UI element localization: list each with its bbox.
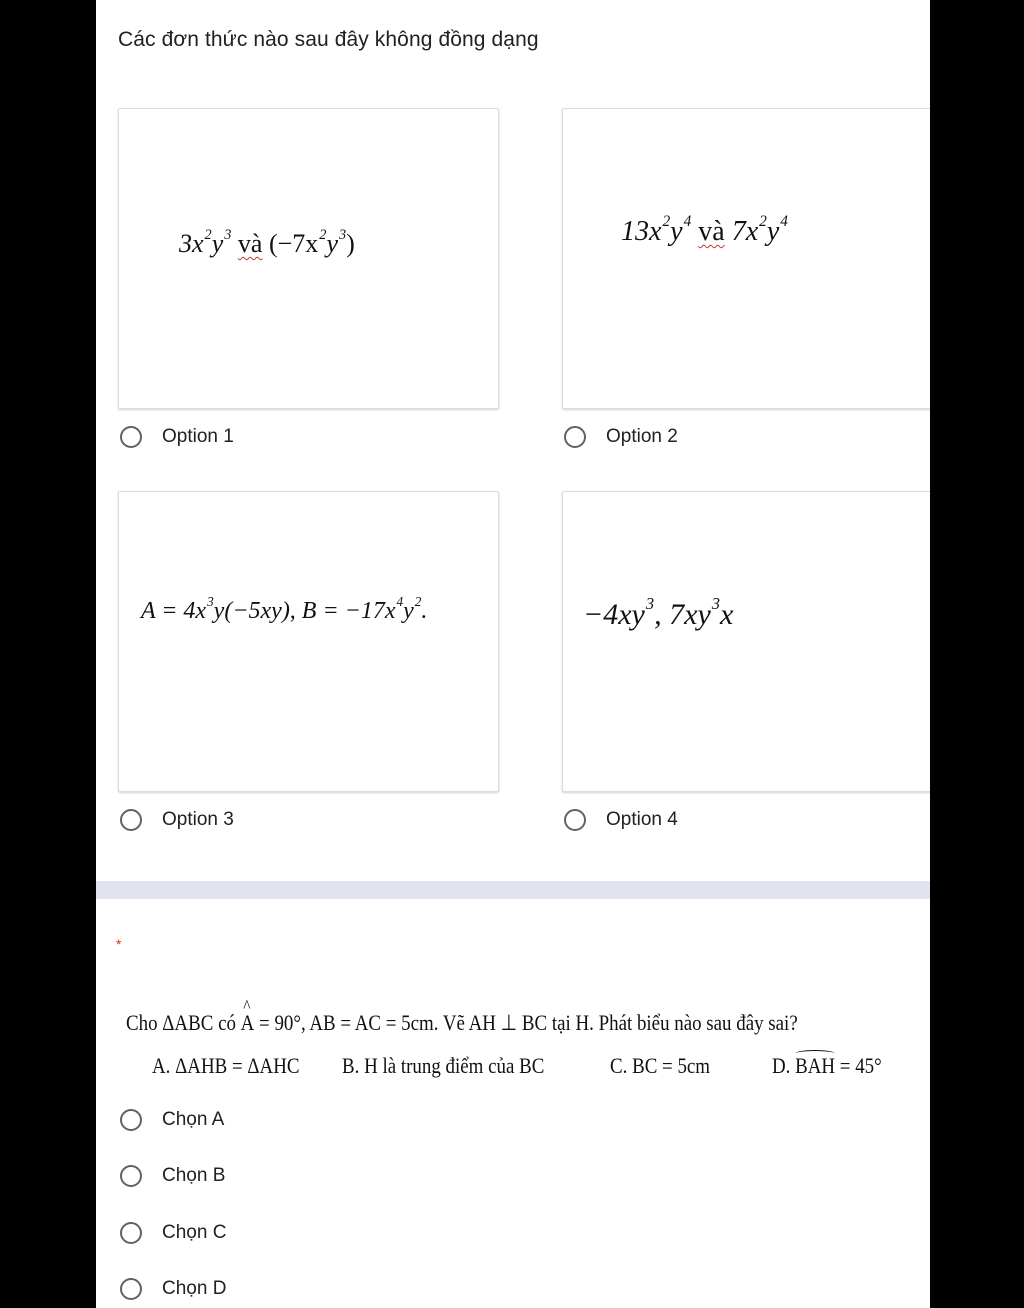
option-image-card-3[interactable] (118, 491, 499, 792)
answer-d-text: D. BAH = 45° (772, 1053, 882, 1078)
form-page (96, 0, 930, 1308)
answer-a-text: A. ΔAHB = ΔAHC (152, 1053, 300, 1078)
radio-button[interactable] (120, 1109, 142, 1131)
option-label: Option 3 (162, 809, 234, 830)
math-expression-2: $13x^2y^4$ và $7x^2y^4$ (621, 213, 788, 247)
choice-label: Chọn D (162, 1278, 227, 1299)
math-expression-1: $3x^2y^3$ và $(-7x^2y^3)$ (179, 227, 355, 258)
radio-button[interactable] (120, 1278, 142, 1300)
choice-d[interactable] (120, 1278, 226, 1300)
option-label: Option 4 (606, 809, 678, 830)
option-1[interactable] (120, 426, 234, 448)
option-label: Option 2 (606, 426, 678, 447)
answer-c-text: C. BC = 5cm (610, 1053, 711, 1078)
radio-button[interactable] (564, 809, 586, 831)
choice-c[interactable] (120, 1222, 226, 1244)
radio-button[interactable] (120, 809, 142, 831)
option-image-card-4[interactable] (562, 491, 930, 792)
question-title: Các đơn thức nào sau đây không đồng dạng (118, 28, 539, 51)
radio-button[interactable] (120, 1222, 142, 1244)
math-expression-3: $A = 4x^3y(-5xy)$, $B = -17x^4y^2$. (141, 594, 428, 624)
radio-button[interactable] (120, 426, 142, 448)
option-image-card-1[interactable] (118, 108, 499, 409)
choice-a[interactable] (120, 1109, 224, 1131)
question-2-text: Cho ΔABC có ^ A = 90°, AB = AC = 5cm. Vẽ AH ⊥ BC tại H. Phát biểu nào sau đây sai? (126, 1010, 798, 1036)
option-3[interactable] (120, 809, 234, 831)
radio-button[interactable] (564, 426, 586, 448)
choice-label: Chọn B (162, 1165, 226, 1186)
section-divider (96, 881, 930, 899)
math-expression-4: $-4xy^3$, $7xy^3x$ (583, 594, 734, 631)
choice-b[interactable] (120, 1165, 225, 1187)
option-image-card-2[interactable] (562, 108, 930, 409)
answer-b-text: B. H là trung điểm của BC (342, 1053, 545, 1078)
choice-label: Chọn C (162, 1222, 227, 1243)
radio-button[interactable] (120, 1165, 142, 1187)
option-2[interactable] (564, 426, 678, 448)
choice-label: Chọn A (162, 1109, 225, 1130)
option-label: Option 1 (162, 426, 234, 447)
required-asterisk: * (116, 936, 122, 952)
option-4[interactable] (564, 809, 678, 831)
